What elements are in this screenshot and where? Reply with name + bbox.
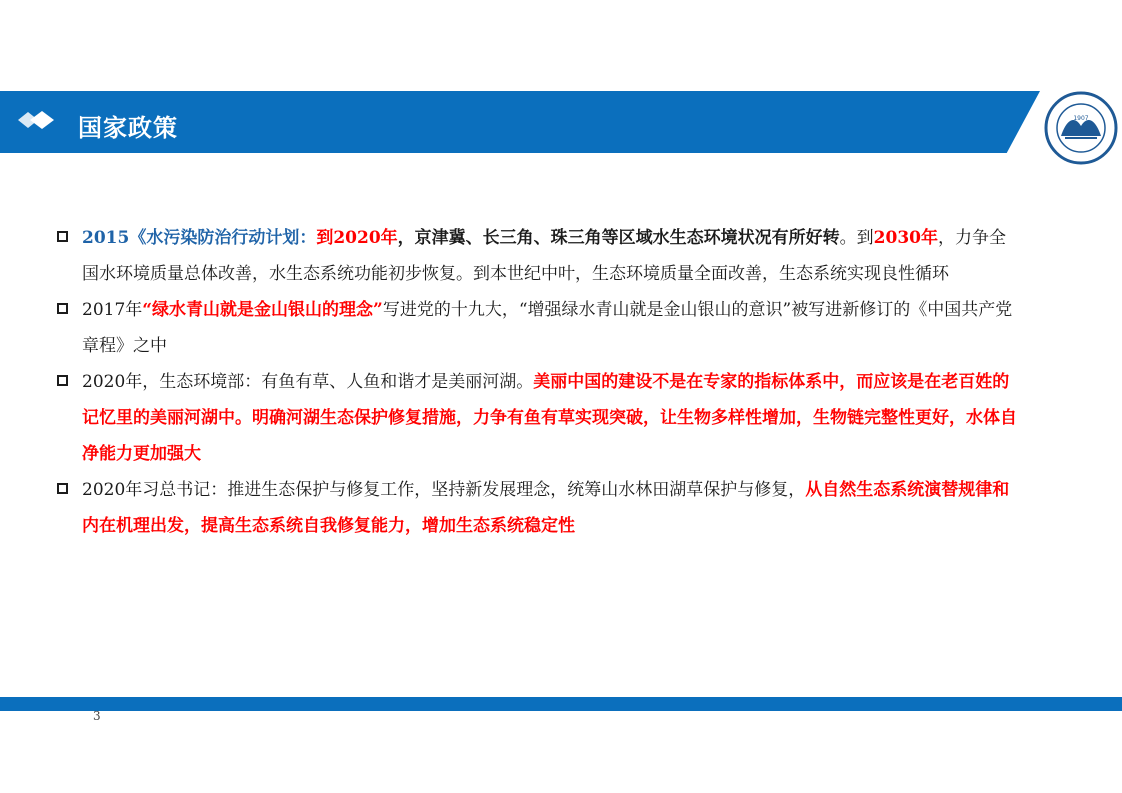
text-segment: 2020年，生态环境部：有鱼有草、人鱼和谐才是美丽河湖。 <box>82 372 534 392</box>
text-segment: 2020年习总书记：推进生态保护与修复工作，坚持新发展理念，统筹山水林田湖草保护与修复， <box>82 480 806 500</box>
square-bullet-icon <box>57 303 68 314</box>
square-bullet-icon <box>57 375 68 386</box>
plan-title: 2015《水污染防治行动计划： <box>82 228 317 248</box>
svg-text:1907: 1907 <box>1073 115 1089 122</box>
regional-goal: ，京津冀、长三角、珠三角等区域水生态环境状况有所好转 <box>397 228 840 248</box>
policy-item <box>56 364 1020 472</box>
text-segment: ，力争全国水环境质量总体改善，水生态系统功能初步恢复。到本世纪中叶，生态环境质量全面改善，生态系统实现良性循环 <box>82 228 1006 284</box>
highlight-2030: 2030年 <box>873 228 938 248</box>
square-bullet-icon <box>57 483 68 494</box>
text-segment: 写进党的十九大，“增强绿水青山就是金山银山的意识”被写进新修订的《中国共产党章程》之中 <box>82 300 1013 356</box>
page-title: 国家政策 <box>78 114 178 142</box>
policy-list <box>56 220 1020 544</box>
highlight-concept: “绿水青山就是金山银山的理念” <box>142 300 383 320</box>
highlight-2020: 到2020年 <box>316 228 398 248</box>
policy-item <box>56 292 1020 364</box>
policy-item <box>56 472 1020 544</box>
text-segment: 。到 <box>839 228 874 248</box>
policy-item <box>56 220 1020 292</box>
year-label: 2017年 <box>82 300 143 320</box>
footer-bar <box>0 697 1122 711</box>
square-bullet-icon <box>57 231 68 242</box>
university-seal-logo <box>1043 90 1119 166</box>
diamond-stack-icon <box>16 109 56 131</box>
highlight-statement: 美丽中国的建设不是在专家的指标体系中，而应该是在老百姓的记忆里的美丽河湖中。明确河湖生态保护修复措施，力争有鱼有草实现突破，让生物多样性增加，生物链完整性更好，水体自净能力更加强大 <box>82 372 1017 464</box>
page-number: 3 <box>93 709 101 723</box>
highlight-statement: 从自然生态系统演替规律和内在机理出发，提高生态系统自我修复能力，增加生态系统稳定性 <box>82 480 1010 536</box>
